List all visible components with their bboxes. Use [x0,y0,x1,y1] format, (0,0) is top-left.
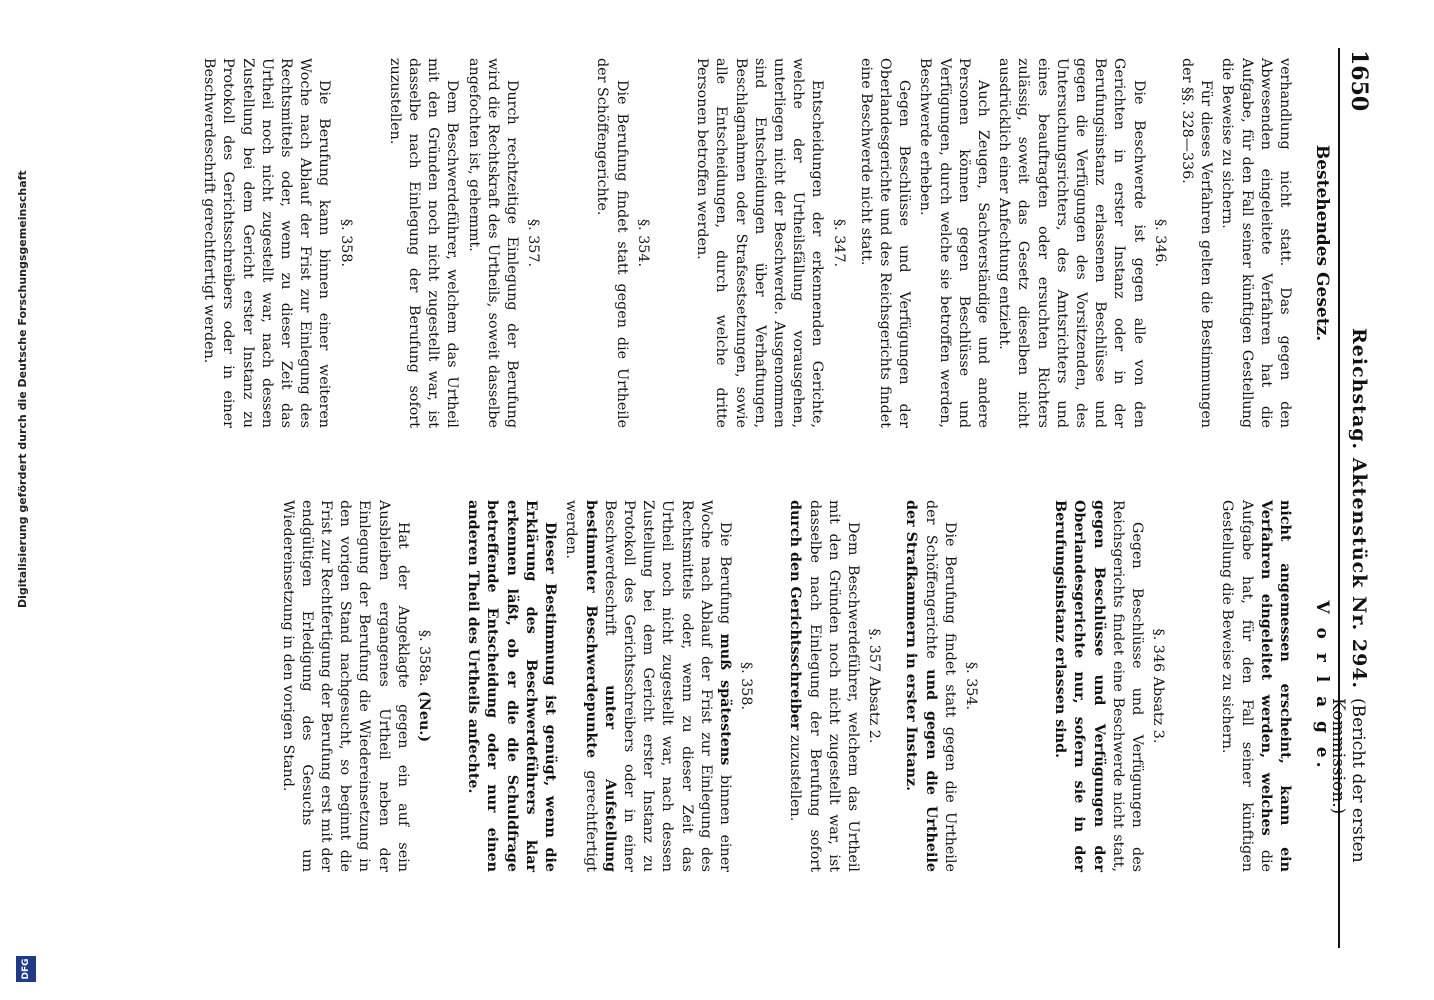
right-s357-title: §. 357 Absatz 2. [866,628,883,744]
right-s354-text: Die Berufung findet statt gegen die Urtheile der Schöffengerichte [922,500,958,872]
dfg-logo: DFG [16,956,36,982]
left-s346-p3: Gegen Beschlüsse und Verfügungen der Oberlandesgerichte und des Reichsgerichts findet eine Beschwerde nicht statt. [857,58,913,428]
right-s358a-title [414,500,433,872]
right-s346-text: Gegen Beschlüsse und Verfügungen des Reichsgerichts findet eine Beschwerde nicht statt, [1109,500,1145,872]
left-intro: verhandlung nicht statt. Das gegen den Abwesenden eingeleitete Verfahren hat die Aufgabe, für den Fall seiner künftigen Gestellung die Beweise zu sichern. [1219,58,1293,428]
right-s346-title: §. 346 Absatz 3. [1150,628,1167,744]
page-number: 1650 [1346,50,1372,112]
right-s358-b: binnen einer Woche nach Ablauf der Frist zur Einlegung des Rechtsmittels oder, wenn zu dieser Zeit das Urtheil noch nicht zugestellt war, nach dessen Zustellung bei dem Gericht erster Instanz zu Protokoll des Gerichtsschreibers oder in einer Beschwerdeschrift [601,500,733,872]
left-s346-p1: Die Beschwerde ist gegen alle von den Gerichten in erster Instanz oder in der Berufungsinstanz erlassenen Beschlüsse und gegen die Verfügungen des Vorsitzenden, des Untersuchungsrichters, des Amtsrichters und eines beauftragten oder ersuchten Richters zulässig, soweit das Gesetz dieselben nicht ausdrücklich einer Anfechtung entzieht. [996,58,1147,428]
right-s358a-number: §. 358a. [416,629,433,687]
left-s354-title: §. 354. [634,218,651,268]
right-s358-p2: Dieser Bestimmung ist genügt, wenn die Erklärung des Beschwerdeführers klar erkennen läßt, ob er die die Schuldfrage betreffende Entscheidung oder nur einen anderen Theil des Urtheils anfechte. [465,500,559,872]
right-s346-bold: gegen Beschlüsse und Verfügungen der Oberlandesgerichte nur, sofern sie in der Berufungsinstanz erlassen sind. [1052,500,1107,872]
left-s347-p1: Entscheidungen der erkennenden Gerichte, welche der Urtheilsfällung vorausgehen, unterliegen nicht der Beschwerde. Ausgenommen sind Entscheidungen über Verhaftungen, Beschlagnahmen oder Strafsestsetzungen, sowie alle Entscheidungen, durch welche dritte Personen betroffen werden. [694,58,826,428]
right-s357-end: zuzustellen. [787,734,804,822]
right-column [275,500,1294,872]
left-s354-p1: Die Berufung findet statt gegen die Urtheile der Schöffengerichte. [594,58,630,428]
left-intro-2: Für dieses Verfahren gelten die Bestimmungen der §§. 328—336. [1178,58,1215,428]
left-s358-p1: Die Berufung kann binnen einer weiteren Woche nach Ablauf der Frist zur Einlegung des Rechtsmittels oder, wenn zu dieser Zeit das Urtheil noch nicht zugestellt war, nach dessen Zustellung bei dem Gericht erster Instanz zu Protokoll des Gerichtsschreibers oder in einer Beschwerdeschrift gerechtfertigt werden. [201,58,333,428]
right-s354-p1 [901,500,959,872]
right-s358-a: Die Berufung [716,522,733,625]
right-s346-p1 [1050,500,1146,872]
right-s357-text: Dem Beschwerdeführer, welchem das Urtheil mit den Gründen noch nicht zugestellt war, ist dasselbe nach Einlegung der Berufung sofort [806,500,861,872]
left-column-heading: Bestehendes Gesetz. [1312,144,1332,342]
right-s358-title: §. 358. [738,661,755,711]
right-s354-title: §. 354. [962,661,979,711]
right-s357-p1 [785,500,862,872]
running-header [1328,48,1374,948]
right-s358a-p1: Hat der Angeklagte gegen ein auf sein Ausbleiben ergangenes Urtheil neben der Einlegung der Berufung die Wiedereinsetzung in den vorigen Stand nachgesucht, so beginnt die Frist zur Rechtfertigung der Berufung erst mit der endgültigen Erledigung des Gesuchs um Wiedereinsetzung in den vorigen Stand. [279,500,411,872]
left-s357-p1: Durch rechtzeitige Einlegung der Berufung wird die Rechtskraft des Urtheils, soweit dasselbe angefochten ist, gehemmt. [465,58,521,428]
left-s346-p2: Auch Zeugen, Sachverständige und andere Personen können gegen Beschlüsse und Verfügungen, durch welche sie betroffen werden, Beschwerde erheben. [917,58,991,428]
right-s358-bold: muß spätestens [716,633,733,766]
left-s358-title: §. 358. [337,218,354,268]
digitization-footer [2,0,42,1000]
right-intro [1217,500,1294,872]
left-s357-title: §. 357. [525,218,542,268]
right-intro-bold: nicht angemessen erscheint, kann ein Verfahren eingeleitet werden, welches [1257,500,1293,872]
left-s346-title: §. 346. [1151,218,1168,268]
right-s358a-neu: (Neu.) [416,691,433,743]
left-s347-title: §. 347. [830,218,847,268]
right-s358-bold2: unter Aufstellung bestimmter Beschwerdepunkte [582,500,618,872]
header-title: Reichstag. Aktenstück Nr. 294. [1348,328,1370,690]
right-intro-rest: die Aufgabe hat, für den Fall seiner künftigen Gestellung die Beweise zu sichern. [1219,500,1274,873]
left-s357-p2: Dem Beschwerdeführer, welchem das Urtheil mit den Gründen noch nicht zugestellt war, ist dasselbe nach Einlegung der Berufung sofort zuzustellen. [386,58,461,428]
right-s354-bold: und gegen die Urtheile der Strafkammern in erster Instanz. [903,500,939,872]
right-s358-p1 [561,500,734,872]
left-column [197,58,1294,428]
right-column-heading: V o r l a g e. [1312,600,1332,772]
footer-credit: Digitalisierung gefördert durch die Deutsche Forschungsgemeinschaft [16,170,29,608]
right-s358-c: gerechtfertigt werden. [563,500,599,872]
right-s357-bold: durch den Gerichtsschreiber [787,500,804,731]
header-subtitle: (Bericht der ersten Kommission.) [1328,698,1368,863]
